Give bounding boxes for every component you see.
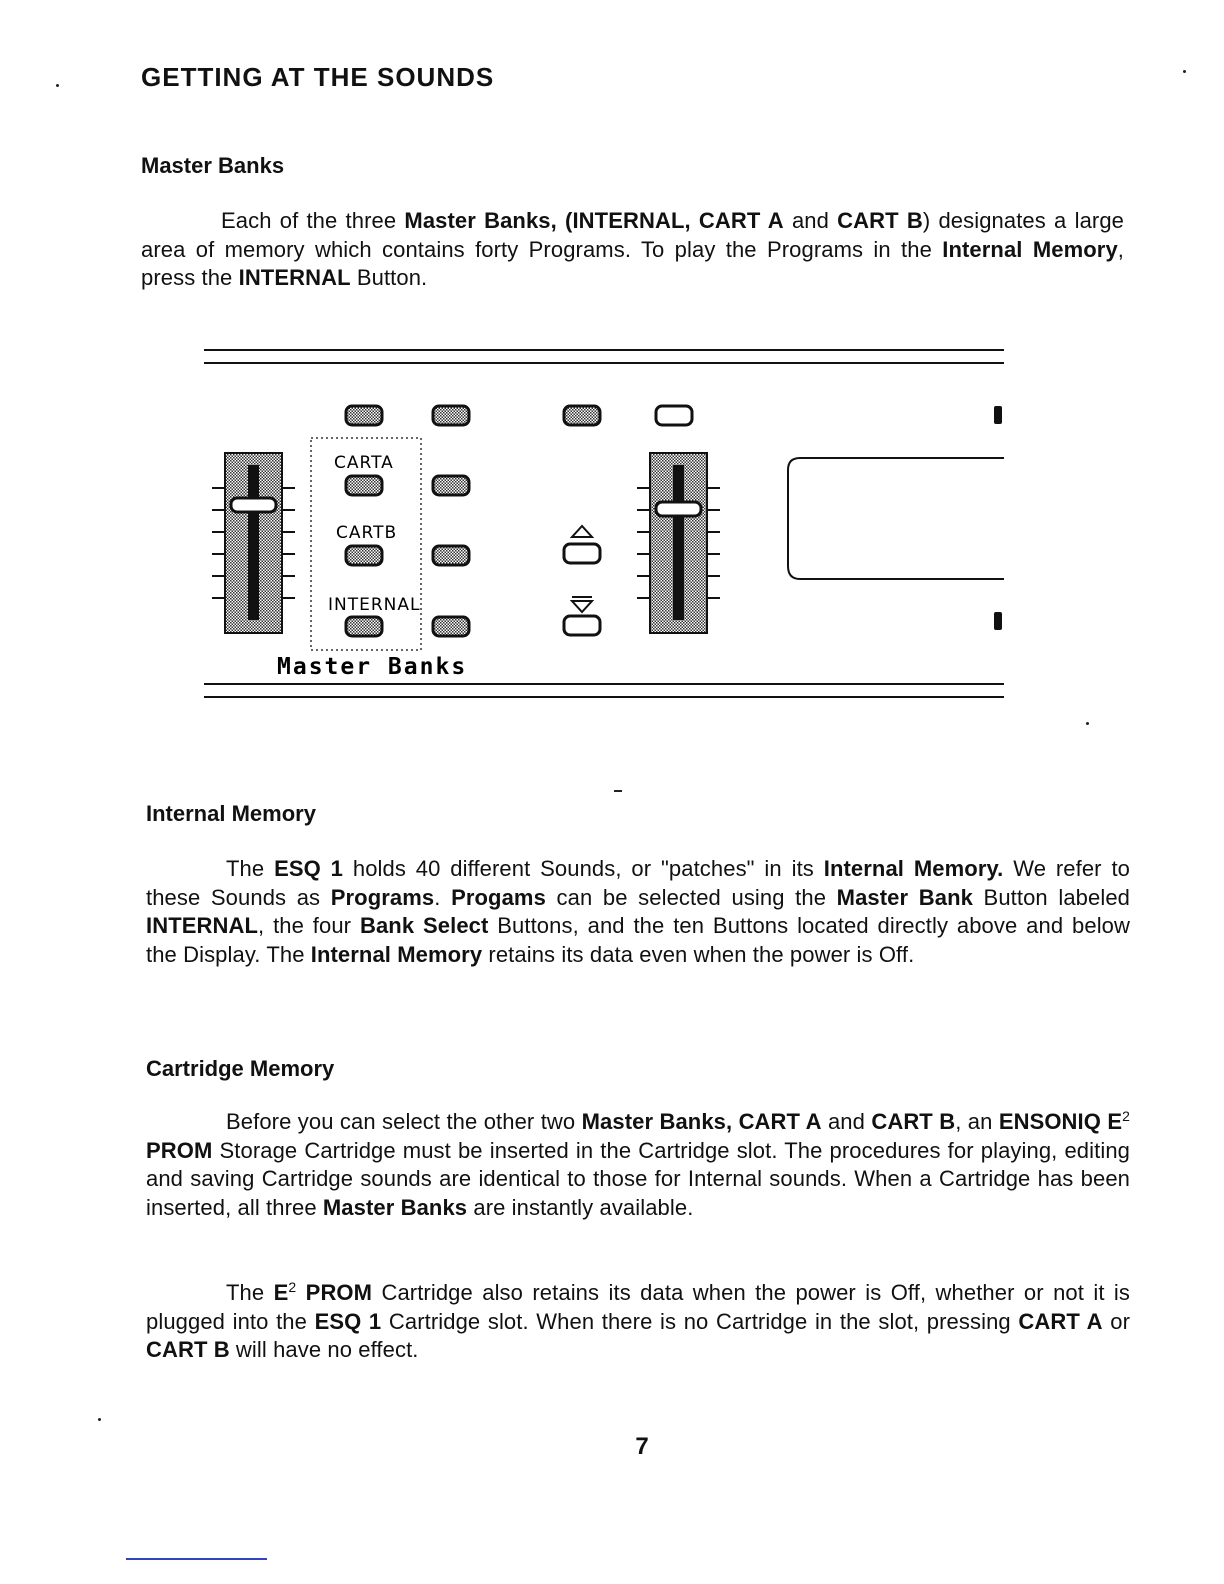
diagram-caption: Master Banks bbox=[277, 654, 468, 680]
bank-select-button-2 bbox=[433, 546, 469, 565]
scan-speck bbox=[1183, 70, 1186, 73]
bank-select-button-1 bbox=[433, 476, 469, 495]
scan-speck bbox=[98, 1418, 101, 1421]
section-title-internal-memory: Internal Memory bbox=[146, 801, 316, 826]
page-heading: GETTING AT THE SOUNDS bbox=[141, 62, 495, 92]
paragraph-master-banks: Each of the three Master Banks, (INTERNAL, CART A and CART B) designates a large area of memory which contains forty Programs. To play the Programs in the Internal Memory, press the INTERNAL Button. bbox=[141, 208, 1125, 290]
scan-speck bbox=[56, 84, 59, 87]
display-window bbox=[788, 458, 1004, 579]
up-arrow-icon bbox=[572, 526, 592, 537]
button-top-3 bbox=[564, 406, 600, 425]
paragraph-cartridge-memory-1: Before you can select the other two Master Banks, CART A and CART B, an ENSONIQ $E^2$ PROM Storage Cartridge must be inserted in the Cartridge slot. The procedures for playing, editing and saving Cartridge sounds are identical to those for Internal sounds. When a Cartridge has been inserted, all three Master Banks are instantly available. bbox=[146, 1108, 1131, 1220]
internal-button bbox=[346, 617, 382, 636]
master-banks-panel-diagram bbox=[200, 340, 1030, 710]
up-button bbox=[564, 544, 600, 563]
left-slider bbox=[212, 453, 295, 633]
section-title-master-banks: Master Banks bbox=[141, 153, 285, 178]
edge-marker-bottom bbox=[994, 612, 1002, 630]
label-internal: INTERNAL bbox=[328, 595, 421, 615]
paragraph-cartridge-memory-2: The $E^2$ PROM Cartridge also retains its data when the power is Off, whether or not it is plugged into the ESQ 1 Cartridge slot. When there is no Cartridge in the slot, pressing CART A or CART B will have no effect. bbox=[146, 1279, 1131, 1362]
section-title-cartridge-memory: Cartridge Memory bbox=[146, 1056, 335, 1081]
button-top-4 bbox=[656, 406, 692, 425]
right-slider bbox=[637, 453, 720, 633]
scan-speck bbox=[614, 790, 622, 792]
cart-b-button bbox=[346, 546, 382, 565]
footer-rule bbox=[126, 1558, 267, 1560]
button-top-1 bbox=[346, 406, 382, 425]
down-arrow-icon bbox=[572, 601, 592, 612]
scan-speck bbox=[1086, 722, 1089, 725]
cart-a-button bbox=[346, 476, 382, 495]
button-top-2 bbox=[433, 406, 469, 425]
down-button bbox=[564, 616, 600, 635]
paragraph-internal-memory: The ESQ 1 holds 40 different Sounds, or "patches" in its Internal Memory. We refer to these Sounds as Programs. Progams can be selected using the Master Bank Button labeled INTERNAL, the four Bank Select Buttons, and the ten Buttons located directly above and below the Display. The Internal Memory retains its data even when the power is Off. bbox=[146, 856, 1131, 967]
page-number: 7 bbox=[635, 1433, 649, 1460]
label-cart-a: CARTA bbox=[334, 453, 394, 473]
edge-marker-top bbox=[994, 406, 1002, 424]
bank-select-button-3 bbox=[433, 617, 469, 636]
label-cart-b: CARTB bbox=[336, 523, 398, 543]
